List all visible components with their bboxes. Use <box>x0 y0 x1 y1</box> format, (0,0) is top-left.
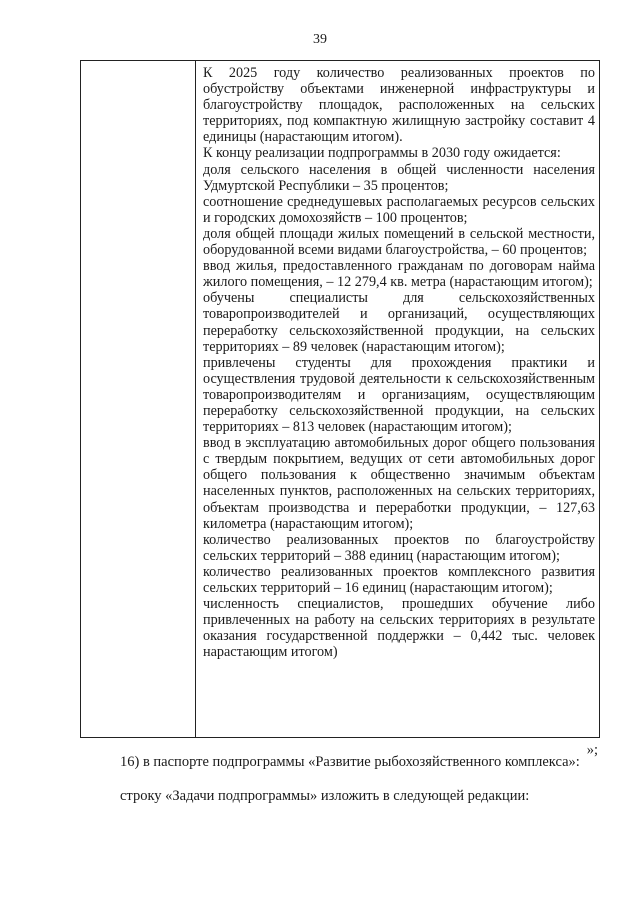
closing-quote: »; <box>586 742 598 758</box>
subprogram-table <box>80 60 600 738</box>
paragraph-housing-input: ввод жилья, предоставленного гражданам по договорам найма жилого помещения, – 12 279,4 кв. метра (нарастающим итогом); <box>203 258 595 291</box>
paragraph-rural-population-share: доля сельского населения в общей численности населения Удмуртской Республики – 35 процентов; <box>203 161 595 194</box>
paragraph-specialists-trained: обучены специалисты для сельскохозяйственных товаропроизводителей и организаций, осуществляющих переработку сельскохозяйственной продукции, на сельских территориях – 89 человек (нарастающим итогом); <box>203 290 595 355</box>
paragraph-improvement-projects: количество реализованных проектов по благоустройству сельских территорий – 388 единиц (нарастающим итогом); <box>203 531 595 564</box>
paragraph-2025-projects: К 2025 году количество реализованных проектов по обустройству объектами инженерной инфраструктуры и благоустройству площадок, расположенных на сельских территориях, под компактную жилищную застройку составит 4 единицы (нарастающим итогом). <box>203 65 595 146</box>
table-right-cell <box>203 65 595 660</box>
paragraph-specialists-count: численность специалистов, прошедших обучение либо привлеченных на работу на сельских территориях в результате оказания государственной поддержки – 0,442 тыс. человек нарастающим итогом) <box>203 596 595 661</box>
paragraph-income-ratio: соотношение среднедушевых располагаемых ресурсов сельских и городских домохозяйств – 100 процентов; <box>203 193 595 226</box>
paragraph-roads-commissioned: ввод в эксплуатацию автомобильных дорог общего пользования с твердым покрытием, ведущих от сети автомобильных дорог общего пользования к общественно значимым объектам населенных пунктов, расположенных на сельских территориях, объектам производства и переработки продукции, – 127,63 километра (нарастающим итогом); <box>203 435 595 532</box>
page-number: 39 <box>313 32 327 47</box>
column-divider <box>195 61 196 737</box>
item-16-heading: 16) в паспорте подпрограммы «Развитие рыбохозяйственного комплекса»: <box>120 754 580 770</box>
paragraph-2030-expectations: К концу реализации подпрограммы в 2030 году ожидается: <box>203 145 561 162</box>
table-left-cell <box>81 61 195 737</box>
paragraph-students-attracted: привлечены студенты для прохождения практики и осуществления трудовой деятельности к сельскохозяйственным товаропроизводителям и организациям, осуществляющим переработку сельскохозяйственной продукции, на сельских территориях – 813 человек (нарастающим итогом); <box>203 354 595 436</box>
paragraph-housing-share: доля общей площади жилых помещений в сельской местности, оборудованной всеми видами благоустройства, – 60 процентов; <box>203 225 595 259</box>
paragraph-complex-development-projects: количество реализованных проектов комплексного развития сельских территорий – 16 единиц (нарастающим итогом); <box>203 563 595 596</box>
line-instruction: строку «Задачи подпрограммы» изложить в следующей редакции: <box>120 788 530 804</box>
